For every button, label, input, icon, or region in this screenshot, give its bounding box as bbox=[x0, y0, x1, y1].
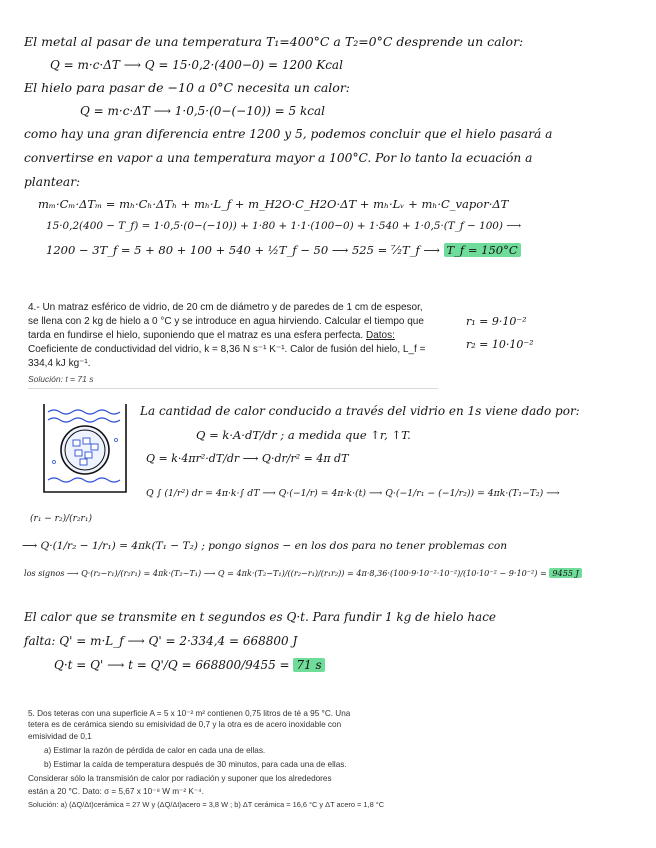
problem-item-a: a) Estimar la razón de pérdida de calor en cada una de ellas. bbox=[44, 746, 266, 755]
equation-line bbox=[46, 243, 521, 257]
problem-text-line: se llena con 2 kg de hielo a 0 °C y se introduce en agua hirviendo. Calcular el tiempo que bbox=[28, 316, 424, 327]
text-line: convertirse en vapor a una temperatura mayor a 100°C. Por lo tanto la ecuación a bbox=[24, 151, 533, 165]
highlighted-answer: 71 s bbox=[293, 658, 324, 672]
problem-text-line: Coeficiente de conductividad del vidrio, k = 8,36 N s⁻¹ K⁻¹. Calor de fusión del hielo, L_f = bbox=[28, 344, 426, 355]
text-line: ⟶ Q·(1/r₂ − 1/r₁) = 4πk(T₁ − T₂) ; pongo signos − en los dos para no tener problemas con bbox=[22, 540, 508, 552]
flask-diagram-svg bbox=[40, 400, 130, 496]
datos-label: Datos: bbox=[366, 330, 395, 341]
highlighted-answer: 9455 J bbox=[549, 568, 581, 578]
problem-text-line: emisividad de 0,1 bbox=[28, 732, 92, 741]
problem-text-line: 4.- Un matraz esférico de vidrio, de 20 cm de diámetro y de paredes de 1 cm de espesor, bbox=[28, 302, 423, 313]
solution-text: Solución: t = 71 s bbox=[28, 374, 94, 384]
problem-text-line: 334,4 kJ kg⁻¹. bbox=[28, 358, 91, 369]
equation-text: Q·t = Q' ⟶ t = Q'/Q = 668800/9455 = bbox=[54, 658, 290, 672]
fraction-note: (r₁ − r₂)/(r₂r₁) bbox=[30, 514, 92, 524]
problem-text-line bbox=[28, 330, 395, 341]
problem-text-line: están a 20 °C. Dato: σ = 5,67 x 10⁻⁸ W m⁻² K⁻⁴. bbox=[28, 787, 204, 796]
flask-diagram bbox=[40, 400, 130, 496]
radius-r1: r₁ = 9·10⁻² bbox=[466, 315, 527, 328]
text-line: plantear: bbox=[24, 175, 81, 189]
problem-text-line: tetera es de cerámica siendo su emisividad de 0,7 y la otra es de acero inoxidable con bbox=[28, 720, 342, 729]
problem-text: tarda en fundirse el hielo, suponiendo que el matraz es una esfera perfecta. bbox=[28, 330, 364, 341]
text-line: El metal al pasar de una temperatura T₁=400°C a T₂=0°C desprende un calor: bbox=[24, 34, 524, 49]
equation-text: 1200 − 3T_f = 5 + 80 + 100 + 540 + ½T_f − 50 ⟶ 525 = ⁷⁄₂T_f ⟶ bbox=[46, 243, 440, 257]
problem-item-b: b) Estimar la caída de temperatura después de 30 minutos, para cada una de ellas. bbox=[44, 760, 347, 769]
separator-line bbox=[28, 388, 438, 389]
equation-line: Q = m·c·ΔT ⟶ Q = 15·0,2·(400−0) = 1200 Kcal bbox=[50, 58, 343, 72]
equation-text: los signos ⟶ Q·(r₂−r₁)/(r₂r₁) = 4πk·(T₂−T₁) ⟶ Q = 4πk·(T₂−T₁)/((r₂−r₁)/(r₁r₂)) = 4π·8,36·(100·9·10⁻²·10⁻²)/(10·10⁻² − 9·10⁻²) = bbox=[24, 568, 547, 578]
problem-text-line: 5. Dos teteras con una superficie A = 5 x 10⁻² m² contienen 0,75 litros de té a 95 °C. Una bbox=[28, 709, 351, 718]
equation-line: Q = k·A·dT/dr ; a medida que ↑r, ↑T. bbox=[196, 428, 411, 442]
text-line: El calor que se transmite en t segundos es Q·t. Para fundir 1 kg de hielo hace bbox=[24, 610, 497, 624]
equation-line bbox=[54, 658, 325, 672]
equation-line: mₘ·Cₘ·ΔTₘ = mₕ·Cₕ·ΔTₕ + mₕ·L_f + m_H2O·C_H2O·ΔT + mₕ·Lᵥ + mₕ·C_vapor·ΔT bbox=[38, 197, 509, 211]
equation-line bbox=[24, 568, 582, 578]
integral-line: Q ∫ (1/r²) dr = 4π·k·∫ dT ⟶ Q·(−1/r) = 4π·k·(t) ⟶ Q·(−1/r₁ − (−1/r₂)) = 4πk·(T₁−T₂) ⟶ bbox=[146, 488, 560, 499]
solution-text: Solución: a) (ΔQ/Δt)cerámica = 27 W y (ΔQ/Δt)acero = 3,8 W ; b) ΔT cerámica = 16,6 °C y ΔT acero = 1,8 °C bbox=[28, 800, 385, 809]
text-line: El hielo para pasar de −10 a 0°C necesita un calor: bbox=[24, 80, 351, 95]
text-line: La cantidad de calor conducido a través del vidrio en 1s viene dado por: bbox=[140, 404, 580, 418]
equation-line: 15·0,2(400 − T_f) = 1·0,5·(0−(−10)) + 1·80 + 1·1·(100−0) + 1·540 + 1·0,5·(T_f − 100) ⟶ bbox=[46, 220, 522, 232]
equation-line: Q = m·c·ΔT ⟶ 1·0,5·(0−(−10)) = 5 kcal bbox=[80, 104, 325, 118]
radius-r2: r₂ = 10·10⁻² bbox=[466, 338, 534, 351]
highlighted-answer: T_f = 150°C bbox=[444, 243, 521, 257]
text-line: falta: Q' = m·L_f ⟶ Q' = 2·334,4 = 668800 J bbox=[24, 634, 298, 648]
problem-text-line: Considerar sólo la transmisión de calor por radiación y suponer que los alrededores bbox=[28, 774, 332, 783]
equation-line: Q = k·4πr²·dT/dr ⟶ Q·dr/r² = 4π dT bbox=[146, 452, 349, 465]
text-line: como hay una gran diferencia entre 1200 y 5, podemos concluir que el hielo pasará a bbox=[24, 127, 553, 141]
